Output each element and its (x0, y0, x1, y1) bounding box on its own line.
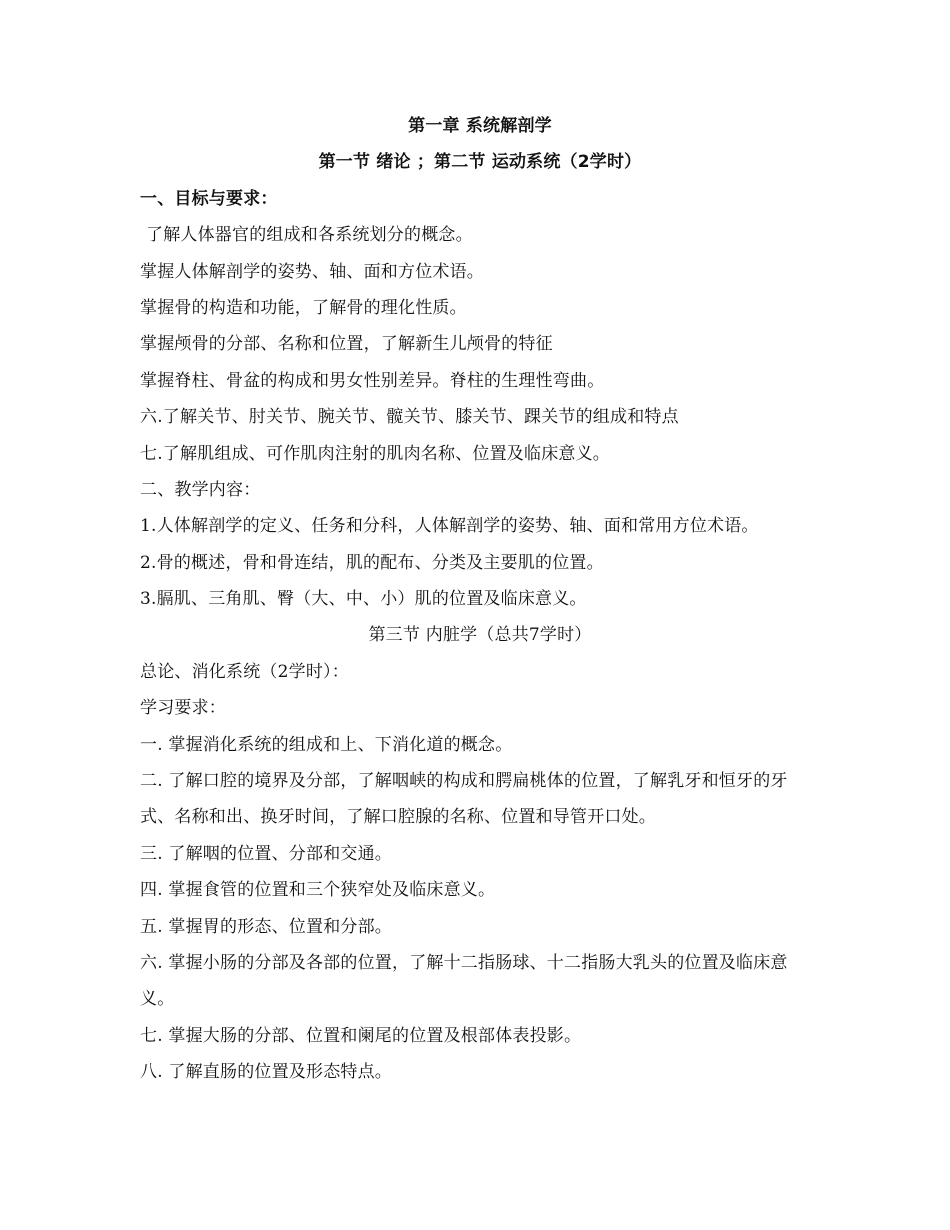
part1-heading: 一、目标与要求： (140, 188, 278, 209)
objective-item: 七.了解肌组成、可作肌肉注射的肌肉名称、位置及临床意义。 (140, 443, 611, 464)
chapter-title: 第一章 系统解剖学 (408, 116, 552, 136)
study-item: 八. 了解直肠的位置及形态特点。 (140, 1062, 393, 1083)
study-item: 七. 掌握大肠的分部、位置和阑尾的位置及根部体表投影。 (140, 1025, 582, 1046)
part2-heading: 二、教学内容： (140, 479, 261, 500)
objective-item: 六.了解关节、肘关节、腕关节、髋关节、膝关节、踝关节的组成和特点 (140, 407, 679, 428)
study-item: 二. 了解口腔的境界及分部，了解咽峡的构成和腭扁桃体的位置，了解乳牙和恒牙的牙式、名称和出、换牙时间，了解口腔腺的名称、位置和导管开口处。 (140, 771, 788, 828)
study-item: 六. 掌握小肠的分部及各部的位置，了解十二指肠球、十二指肠大乳头的位置及临床意义。 (140, 953, 788, 1010)
study-item: 四. 掌握食管的位置和三个狭窄处及临床意义。 (140, 880, 496, 901)
study-item: 三. 了解咽的位置、分部和交通。 (140, 843, 393, 864)
content-item: 1.人体解剖学的定义、任务和分科，人体解剖学的姿势、轴、面和常用方位术语。 (140, 516, 759, 537)
objective-item: 掌握颅骨的分部、名称和位置，了解新生儿颅骨的特征 (140, 334, 553, 355)
objective-item: 掌握脊柱、骨盆的构成和男女性别差异。脊柱的生理性弯曲。 (140, 370, 605, 391)
content-item: 2.骨的概述，骨和骨连结，肌的配布、分类及主要肌的位置。 (140, 552, 604, 573)
content-item: 3.膈肌、三角肌、臀（大、中、小）肌的位置及临床意义。 (140, 589, 587, 610)
objective-item: 掌握人体解剖学的姿势、轴、面和方位术语。 (140, 261, 484, 282)
section3-title: 第三节 内脏学（总共7学时） (368, 625, 592, 646)
objective-item: 掌握骨的构造和功能，了解骨的理化性质。 (140, 297, 467, 318)
section-title: 第一节 绪论 ；第二节 运动系统（2学时） (318, 152, 642, 173)
objective-item: 了解人体器官的组成和各系统划分的概念。 (146, 225, 473, 246)
study-item: 一. 掌握消化系统的组成和上、下消化道的概念。 (140, 734, 513, 755)
document-body (140, 108, 820, 1091)
study-item: 五. 掌握胃的形态、位置和分部。 (140, 916, 393, 937)
digestive-heading: 总论、消化系统（2学时）： (140, 661, 349, 682)
study-requirements-heading: 学习要求： (140, 698, 226, 719)
